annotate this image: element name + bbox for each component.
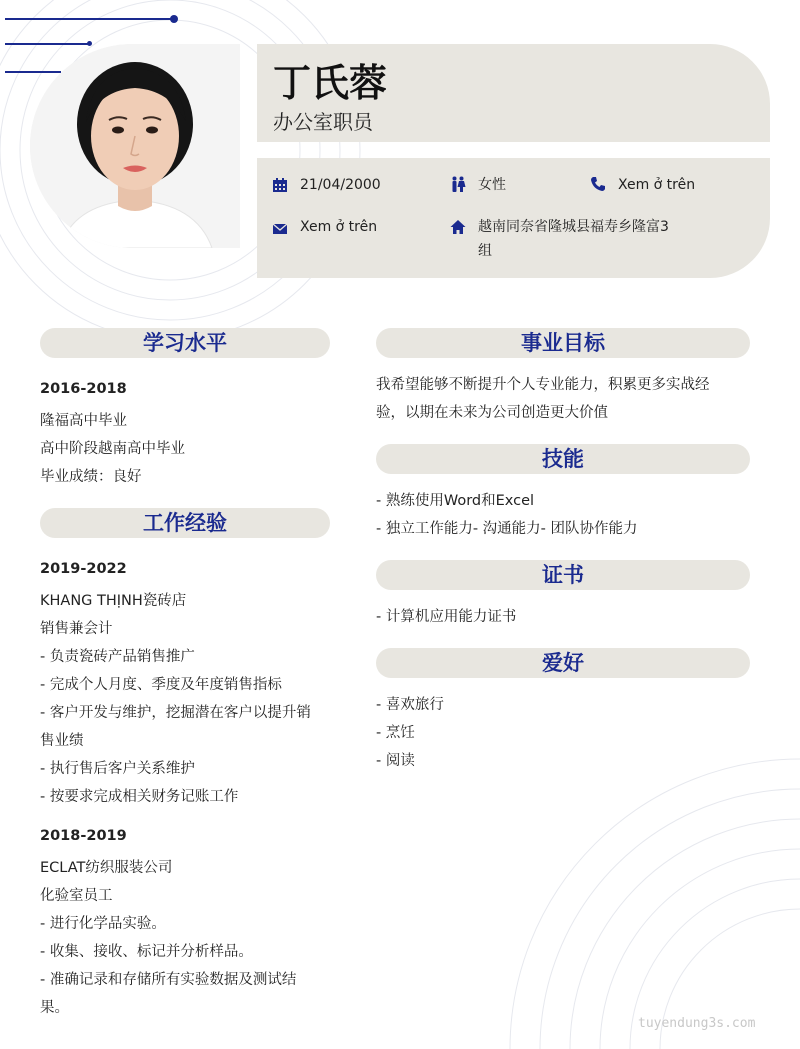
job-duty: - 按要求完成相关财务记账工作 xyxy=(40,789,239,805)
hobby-item: - 阅读 xyxy=(376,753,415,769)
phone: Xem ở trên xyxy=(618,177,696,193)
gender-icon xyxy=(450,176,466,192)
job-duty: - 进行化学品实验。 xyxy=(40,916,166,932)
education-line: 隆福高中毕业 xyxy=(40,413,127,429)
job-duty: - 完成个人月度、季度及年度销售指标 xyxy=(40,677,282,693)
email: Xem ở trên xyxy=(300,219,378,235)
job-company: KHANG THỊNH瓷砖店 xyxy=(40,593,187,609)
skill-item: - 独立工作能力- 沟通能力- 团队协作能力 xyxy=(376,521,638,537)
job-duty: 售业绩 xyxy=(40,733,84,749)
job-duty: - 准确记录和存储所有实验数据及测试结 xyxy=(40,972,297,988)
phone-icon xyxy=(590,176,606,192)
job-duty: - 负责瓷砖产品销售推广 xyxy=(40,649,195,665)
hobbies-heading: 爱好 xyxy=(376,648,750,678)
hobby-item: - 喜欢旅行 xyxy=(376,697,444,713)
decor-dot-2 xyxy=(87,41,92,46)
education-period: 2016-2018 xyxy=(40,381,127,397)
birthdate: 21/04/2000 xyxy=(300,177,381,193)
education-line: 高中阶段越南高中毕业 xyxy=(40,441,185,457)
gender: 女性 xyxy=(478,177,506,193)
decor-line-1 xyxy=(5,18,175,20)
profile-photo xyxy=(30,44,240,248)
job-duty: - 客户开发与维护，挖掘潜在客户以提升销 xyxy=(40,705,311,721)
watermark: tuyendung3s.com xyxy=(638,1016,756,1031)
skills-heading: 技能 xyxy=(376,444,750,474)
experience-heading: 工作经验 xyxy=(40,508,330,538)
job-period: 2019-2022 xyxy=(40,561,127,577)
education-line: 毕业成绩：良好 xyxy=(40,469,142,485)
skill-item: - 熟练使用Word和Excel xyxy=(376,493,535,509)
decor-line-2 xyxy=(5,43,90,45)
job-duty: 果。 xyxy=(40,1000,69,1016)
home-icon xyxy=(450,219,466,235)
job-duty: - 执行售后客户关系维护 xyxy=(40,761,195,777)
job-role: 销售兼会计 xyxy=(40,621,113,637)
decor-line-3 xyxy=(5,71,61,73)
calendar-icon xyxy=(272,177,288,193)
objective-line: 验，以期在未来为公司创造更大价值 xyxy=(376,405,608,421)
objective-heading: 事业目标 xyxy=(376,328,750,358)
job-company: ECLAT纺织服装公司 xyxy=(40,860,173,876)
full-name: 丁氏蓉 xyxy=(273,61,388,105)
decor-dot-1 xyxy=(170,15,178,23)
email-icon xyxy=(272,221,288,237)
portrait-image xyxy=(30,44,240,248)
job-duty: - 收集、接收、标记并分析样品。 xyxy=(40,944,253,960)
education-heading: 学习水平 xyxy=(40,328,330,358)
address-line-2: 组 xyxy=(478,243,492,259)
job-period: 2018-2019 xyxy=(40,828,127,844)
hobby-item: - 烹饪 xyxy=(376,725,415,741)
job-title: 办公室职员 xyxy=(273,110,373,134)
certificate-item: - 计算机应用能力证书 xyxy=(376,609,517,625)
address-line-1: 越南同奈省隆城县福寿乡隆富3 xyxy=(478,219,669,235)
objective-line: 我希望能够不断提升个人专业能力，积累更多实战经 xyxy=(376,377,710,393)
certificates-heading: 证书 xyxy=(376,560,750,590)
job-role: 化验室员工 xyxy=(40,888,113,904)
